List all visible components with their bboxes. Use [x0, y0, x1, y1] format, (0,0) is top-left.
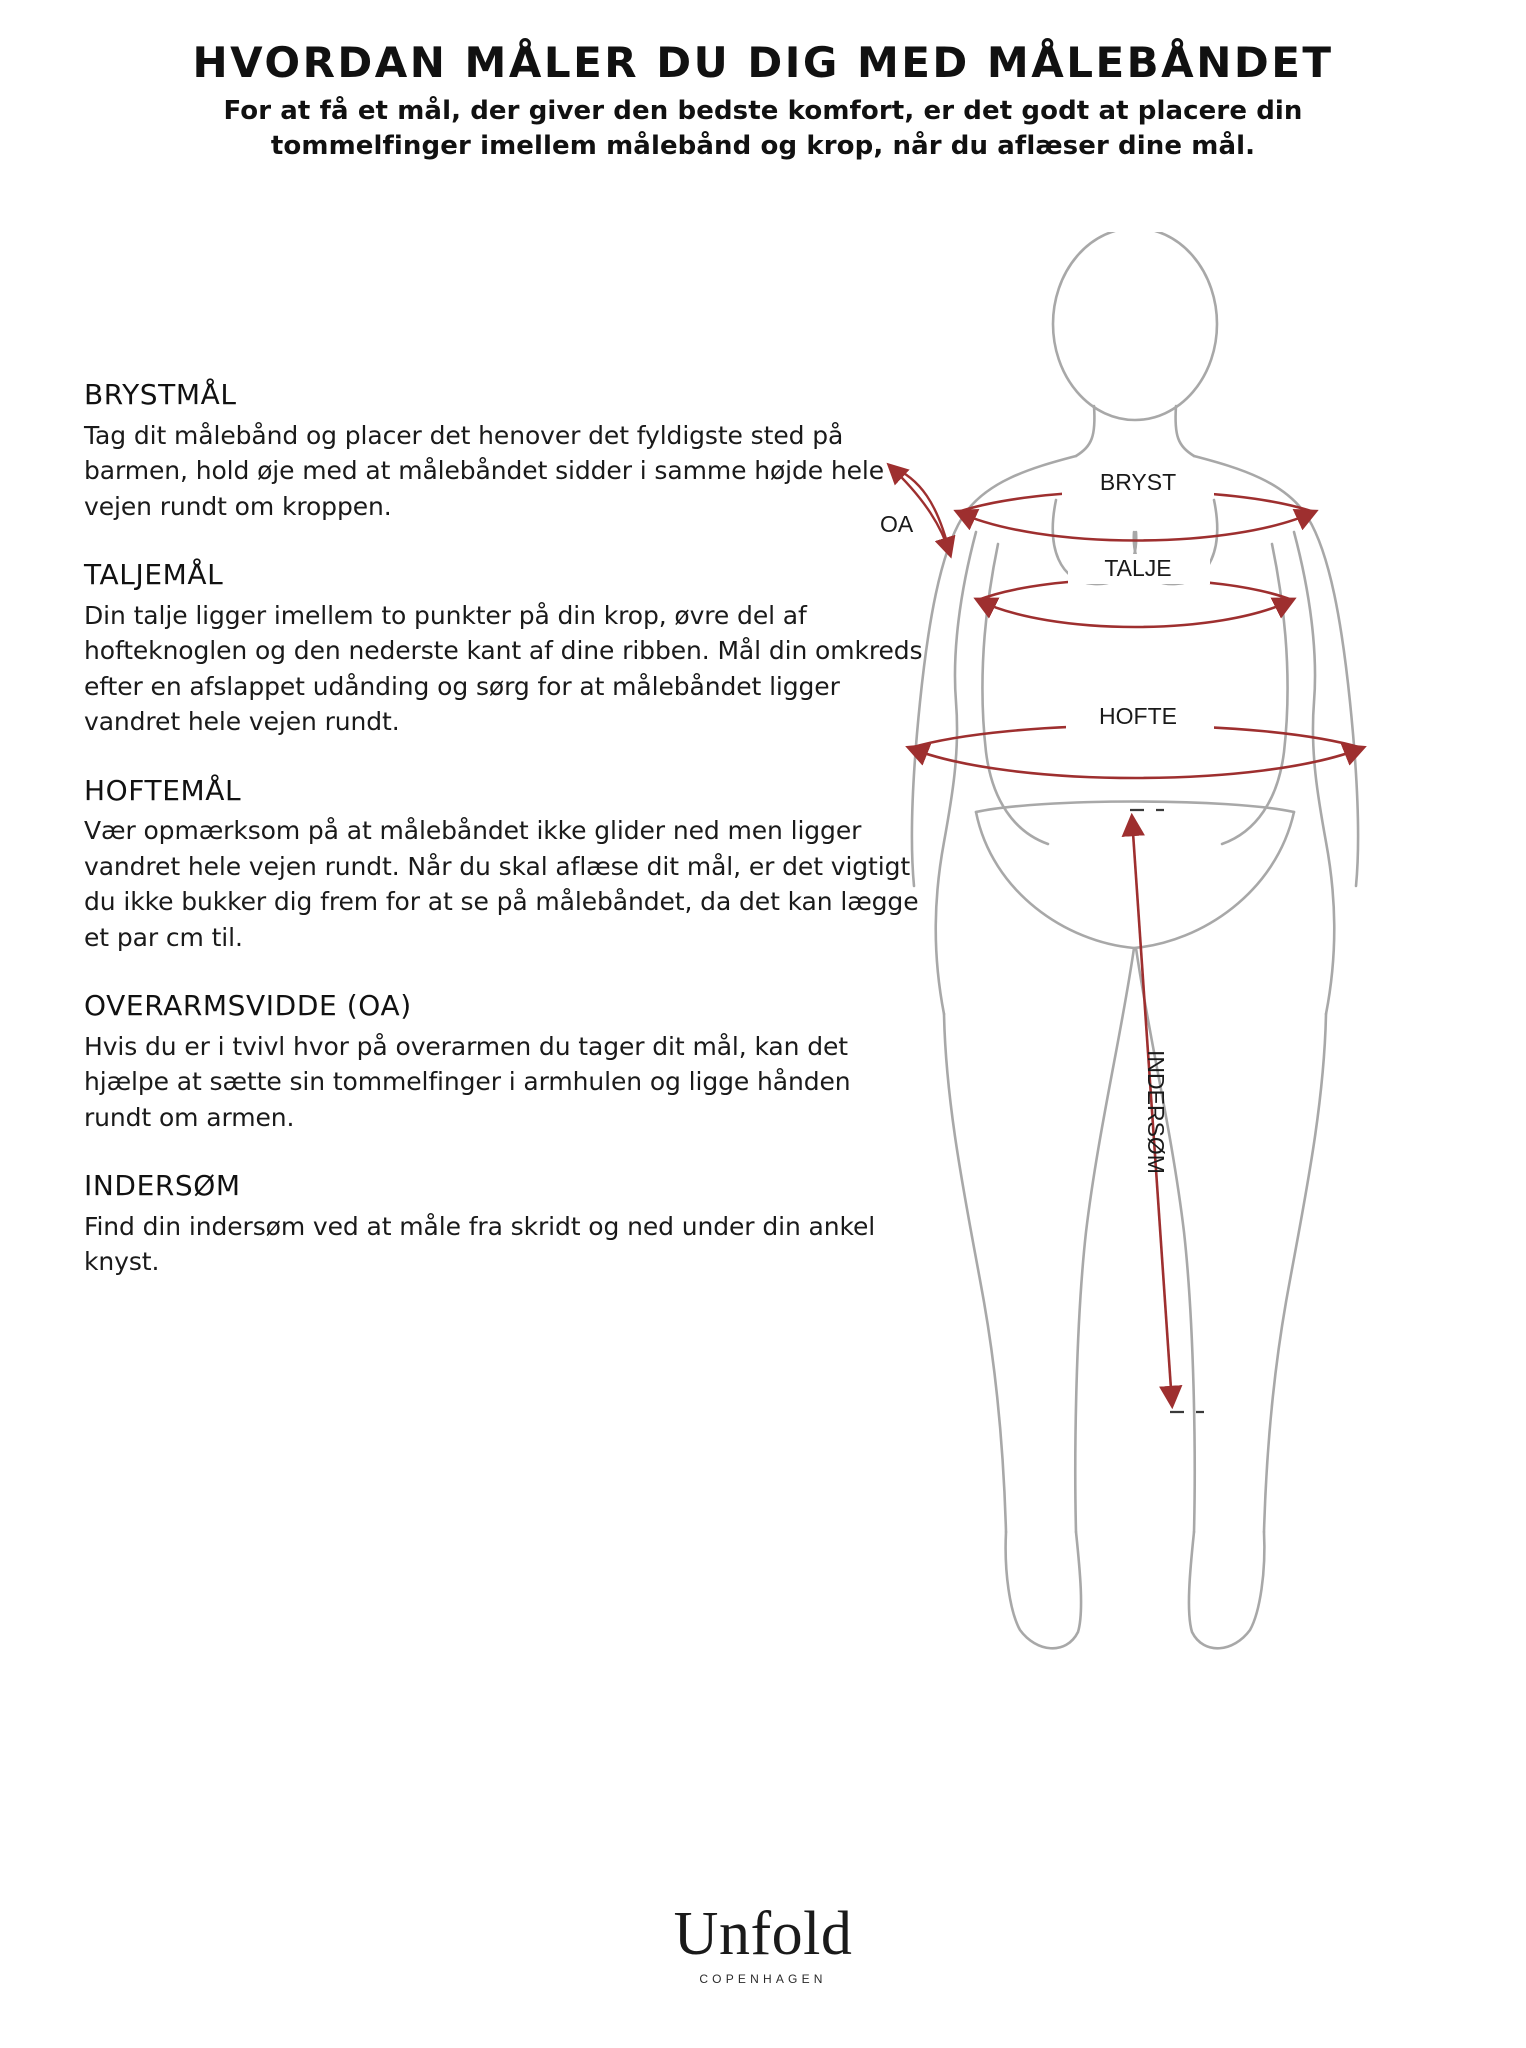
- section-body: Hvis du er i tvivl hvor på overarmen du tager dit mål, kan det hjælpe at sætte sin tommelfinger i armhulen og ligge hånden rundt om armen.: [84, 1031, 851, 1132]
- label-hofte: HOFTE: [1099, 703, 1177, 729]
- section-brystmaal: [84, 378, 924, 524]
- section-overarmsvidde: [84, 989, 924, 1135]
- section-heading: TALJEMÅL: [84, 558, 224, 592]
- section-heading: HOFTEMÅL: [84, 773, 242, 807]
- section-heading: INDERSØM: [84, 1169, 241, 1203]
- section-body: Vær opmærksom på at målebåndet ikke glider ned men ligger vandret hele vejen rundt. Når du skal aflæse dit mål, er det vigtigt du ikke bukker dig frem for at se på målebåndet, da det kan lægge et par cm til.: [84, 816, 919, 952]
- label-indersoem: INDERSØM: [1143, 1050, 1169, 1174]
- section-body: Find din indersøm ved at måle fra skridt og ned under din ankel knyst.: [84, 1211, 876, 1277]
- measure-waist: [978, 579, 1292, 627]
- section-taljemaal: [84, 558, 924, 740]
- body-outline-silhouette: [912, 232, 1358, 1648]
- label-oa: OA: [880, 511, 914, 537]
- section-indersoem: [84, 1169, 924, 1280]
- page-title: HVORDAN MÅLER DU DIG MED MÅLEBÅNDET: [192, 38, 1334, 87]
- label-talje: TALJE: [1104, 555, 1172, 581]
- brand-logo: [0, 1900, 1526, 1986]
- section-heading: BRYSTMÅL: [84, 378, 237, 411]
- brand-tagline: COPENHAGEN: [699, 1972, 827, 1986]
- section-hoftemaal: [84, 774, 924, 956]
- brand-name: Unfold: [673, 1900, 853, 1968]
- section-body: Din talje ligger imellem to punkter på din krop, øvre del af hofteknoglen og den nederste kant af dine ribben. Mål din omkreds efter en afslappet udånding og sørg for at målebåndet ligger vandret hele vejen rundt.: [84, 600, 923, 737]
- section-body: Tag dit målebånd og placer det henover det fyldigste sted på barmen, hold øje med at målebåndet sidder i samme højde hele vejen rundt om kroppen.: [84, 420, 885, 521]
- section-heading: OVERARMSVIDDE (OA): [84, 989, 412, 1023]
- page-subtitle: For at få et mål, der giver den bedste komfort, er det godt at placere din tommelfinger imellem målebånd og krop, når du aflæser dine mål.: [223, 96, 1303, 161]
- measure-upper-arm: [890, 466, 950, 554]
- instructions-column: [84, 378, 924, 1314]
- page-header: [0, 40, 1526, 163]
- measure-hip: [910, 726, 1362, 779]
- label-bryst: BRYST: [1099, 469, 1177, 495]
- body-measurement-diagram: [880, 232, 1480, 1712]
